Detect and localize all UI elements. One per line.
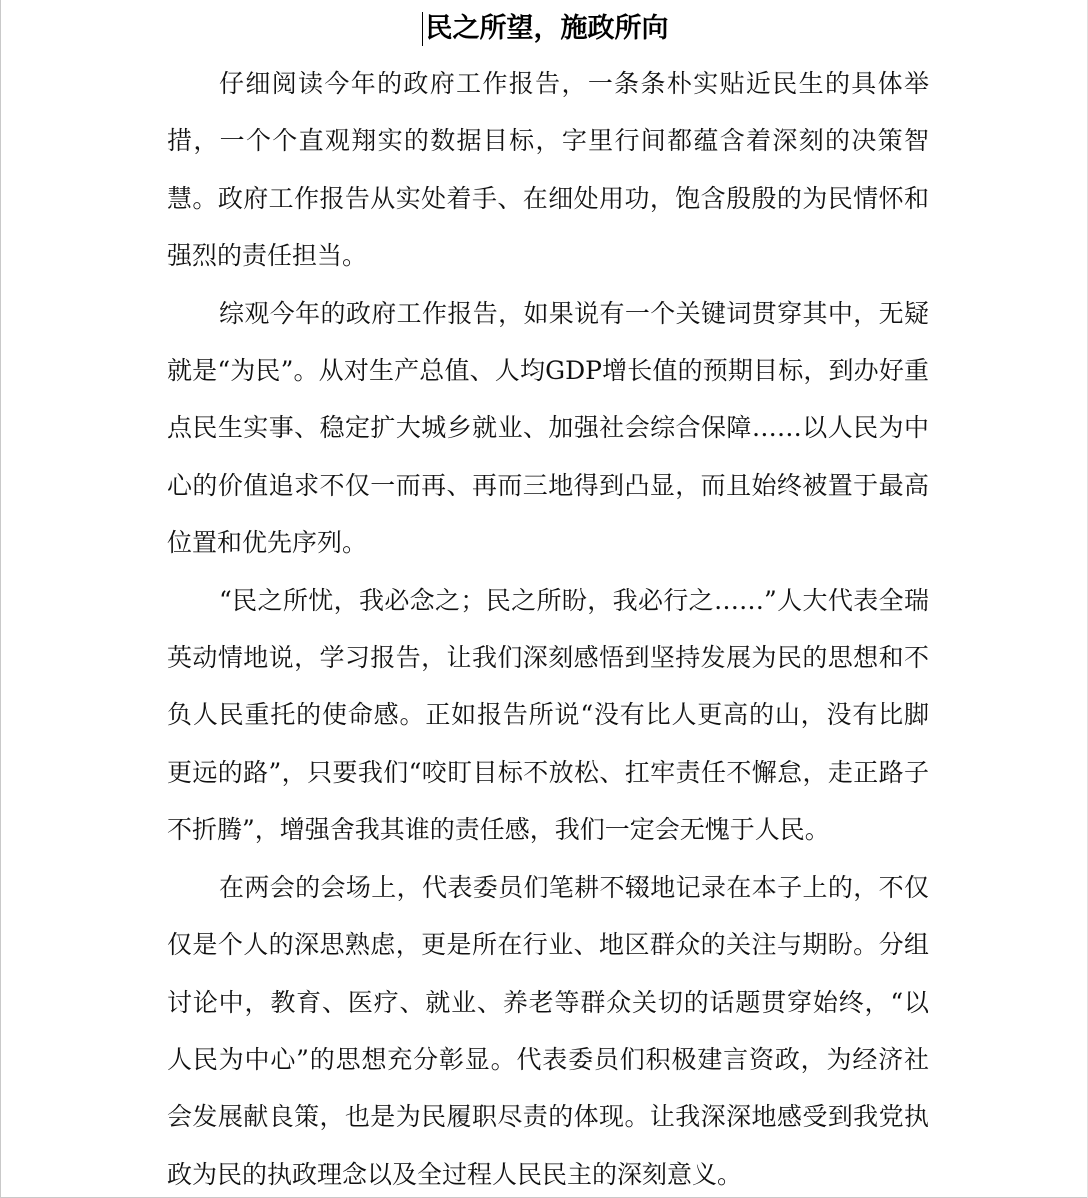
paragraph-4[interactable]: 在两会的会场上，代表委员们笔耕不辍地记录在本子上的，不仅仅是个人的深思熟虑，更是所在行业、地区群众的关注与期盼。分组讨论中，教育、医疗、就业、养老等群众关切的话题贯穿始终，“以人民为中心”的思想充分彰显。代表委员们积极建言资政，为经济社会发展献良策，也是为民履职尽责的体现。让我深深地感受到我党执政为民的执政理念以及全过程人民民主的深刻意义。 (167, 872, 929, 1189)
paragraph-1[interactable]: 仔细阅读今年的政府工作报告，一条条朴实贴近民生的具体举措，一个个直观翔实的数据目标，字里行间都蕴含着深刻的决策智慧。政府工作报告从实处着手、在细处用功，饱含殷殷的为民情怀和强烈的责任担当。 (167, 69, 929, 271)
document-body[interactable] (167, 55, 929, 1198)
title-text[interactable]: 民之所望，施政所向 (425, 13, 669, 44)
document-title[interactable] (1, 6, 1088, 52)
title-text-wrapper[interactable] (422, 6, 669, 52)
paragraph-2[interactable]: 综观今年的政府工作报告，如果说有一个关键词贯穿其中，无疑就是“为民”。从对生产总值、人均GDP增长值的预期目标，到办好重点民生实事、稳定扩大城乡就业、加强社会综合保障……以人民为中心的价值追求不仅一而再、再而三地得到凸显，而且始终被置于最高位置和优先序列。 (167, 298, 929, 558)
text-cursor (422, 12, 423, 46)
paragraph-3[interactable]: “民之所忧，我必念之；民之所盼，我必行之……”人大代表全瑞英动情地说，学习报告，让我们深刻感悟到坚持发展为民的思想和不负人民重托的使命感。正如报告所说“没有比人更高的山，没有比脚更远的路”，只要我们“咬盯目标不放松、扛牢责任不懈怠，走正路子不折腾”，增强舍我其谁的责任感，我们一定会无愧于人民。 (167, 585, 929, 845)
